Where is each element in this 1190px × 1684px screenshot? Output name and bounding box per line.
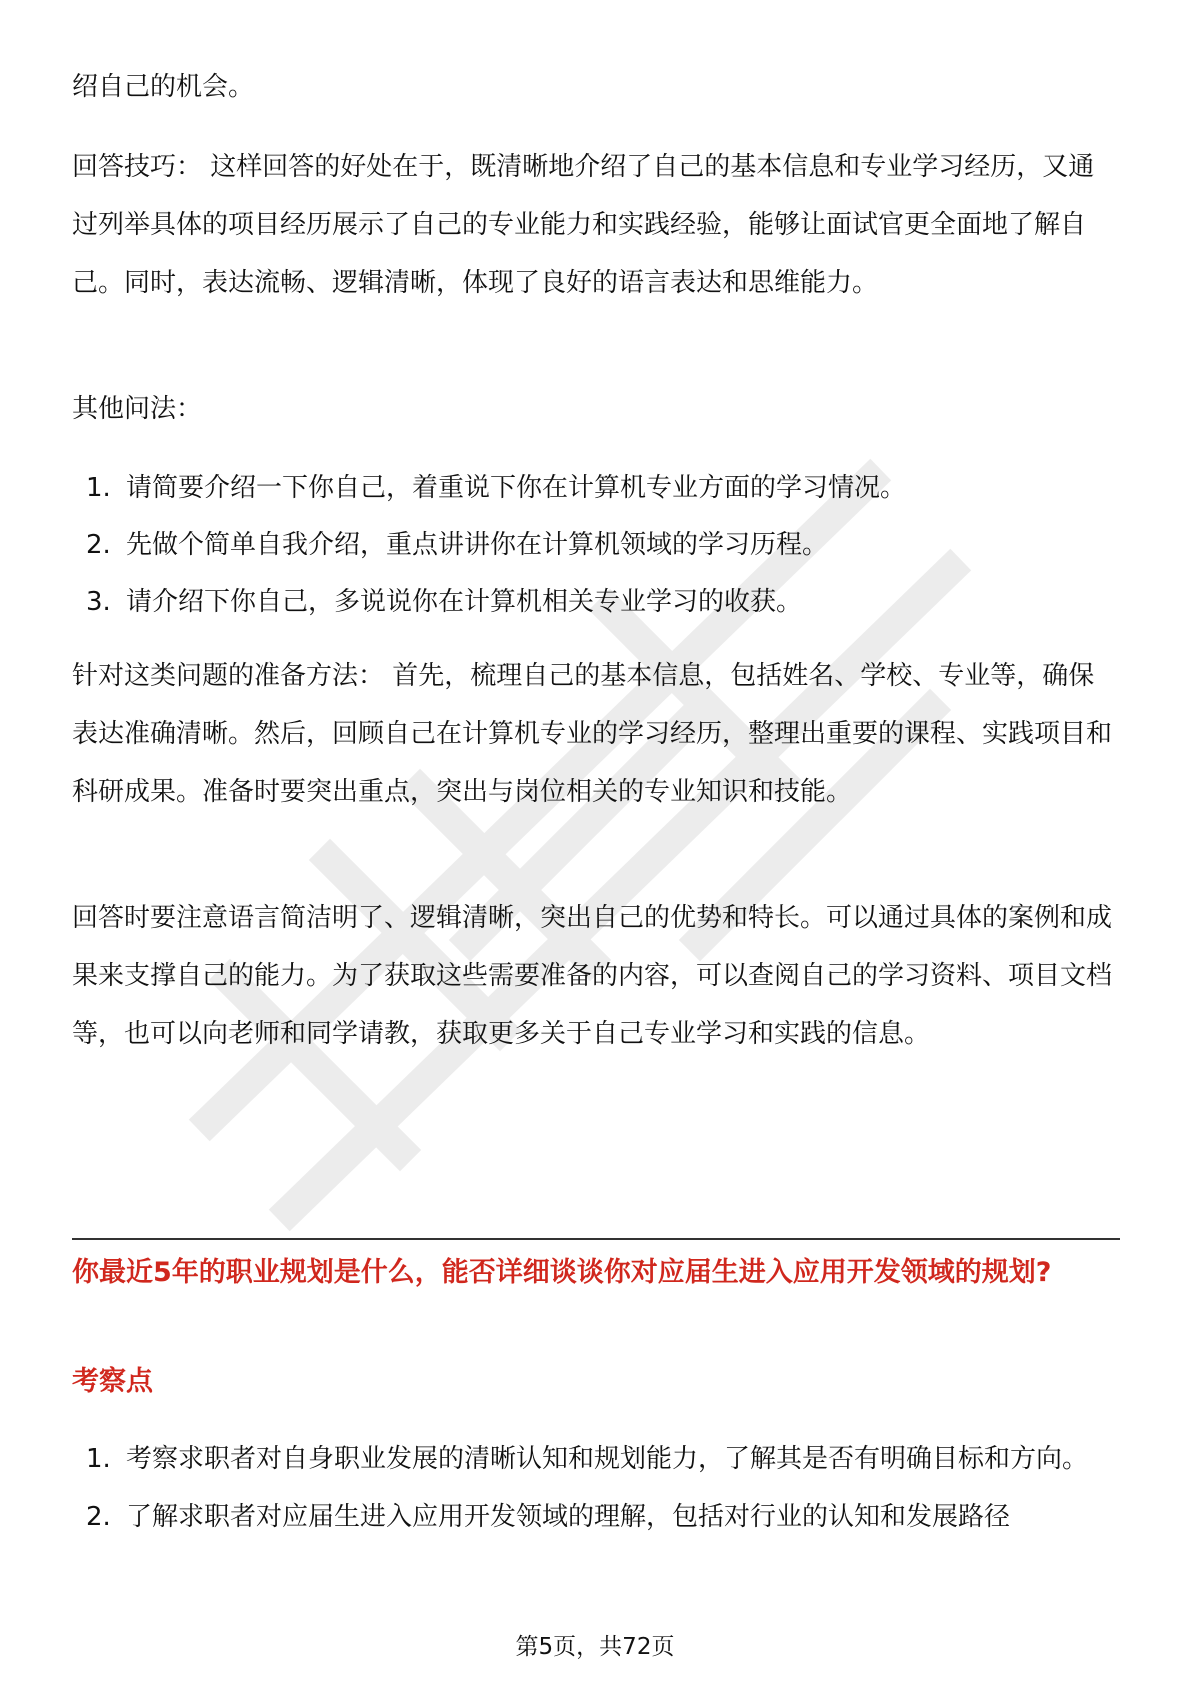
question-heading: 你最近5年的职业规划是什么，能否详细谈谈你对应届生进入应用开发领域的规划? <box>72 1257 1052 1288</box>
focus-points-list <box>72 1430 1118 1546</box>
list-item-text: 请简要介绍一下你自己，着重说下你在计算机专业方面的学习情况。 <box>126 473 907 503</box>
section-divider <box>72 1238 1120 1240</box>
other-ways-list <box>72 460 1118 631</box>
focus-heading: 考察点 <box>72 1366 153 1397</box>
list-item-number: 2. <box>86 1502 111 1532</box>
list-item <box>72 517 1118 574</box>
list-item-text: 了解求职者对应届生进入应用开发领域的理解，包括对行业的认知和发展路径 <box>126 1502 1011 1532</box>
list-item <box>72 1488 1118 1546</box>
page-number-footer: 第5页，共72页 <box>515 1634 675 1660</box>
list-item-number: 2. <box>86 530 111 560</box>
list-item <box>72 460 1118 517</box>
answer-tip-paragraph: 回答技巧： 这样回答的好处在于，既清晰地介绍了自己的基本信息和专业学习经历，又通过列举具体的项目经历展示了自己的专业能力和实践经验，能够让面试官更全面地了解自己。同时，表达流畅、逻辑清晰，体现了良好的语言表达和思维能力。 <box>72 152 1095 298</box>
list-item-text: 先做个简单自我介绍，重点讲讲你在计算机领域的学习历程。 <box>126 530 829 560</box>
list-item-number: 3. <box>86 587 111 617</box>
other-ways-heading: 其他问法： <box>72 394 203 424</box>
list-item <box>72 574 1118 631</box>
prep-method-paragraph: 针对这类问题的准备方法： 首先，梳理自己的基本信息，包括姓名、学校、专业等，确保表达准确清晰。然后，回顾自己在计算机专业的学习经历，整理出重要的课程、实践项目和科研成果。准备时要突出重点，突出与岗位相关的专业知识和技能。 <box>72 661 1113 807</box>
list-item-text: 考察求职者对自身职业发展的清晰认知和规划能力，了解其是否有明确目标和方向。 <box>126 1444 1089 1474</box>
list-item-number: 1. <box>86 473 111 503</box>
list-item-number: 1. <box>86 1444 111 1474</box>
list-item <box>72 1430 1118 1488</box>
list-item-text: 请介绍下你自己，多说说你在计算机相关专业学习的收获。 <box>126 587 803 617</box>
answer-notes-paragraph: 回答时要注意语言简洁明了、逻辑清晰，突出自己的优势和特长。可以通过具体的案例和成果来支撑自己的能力。为了获取这些需要准备的内容，可以查阅自己的学习资料、项目文档等，也可以向老师和同学请教，获取更多关于自己专业学习和实践的信息。 <box>72 903 1113 1049</box>
intro-tail-paragraph: 绍自己的机会。 <box>72 72 255 102</box>
